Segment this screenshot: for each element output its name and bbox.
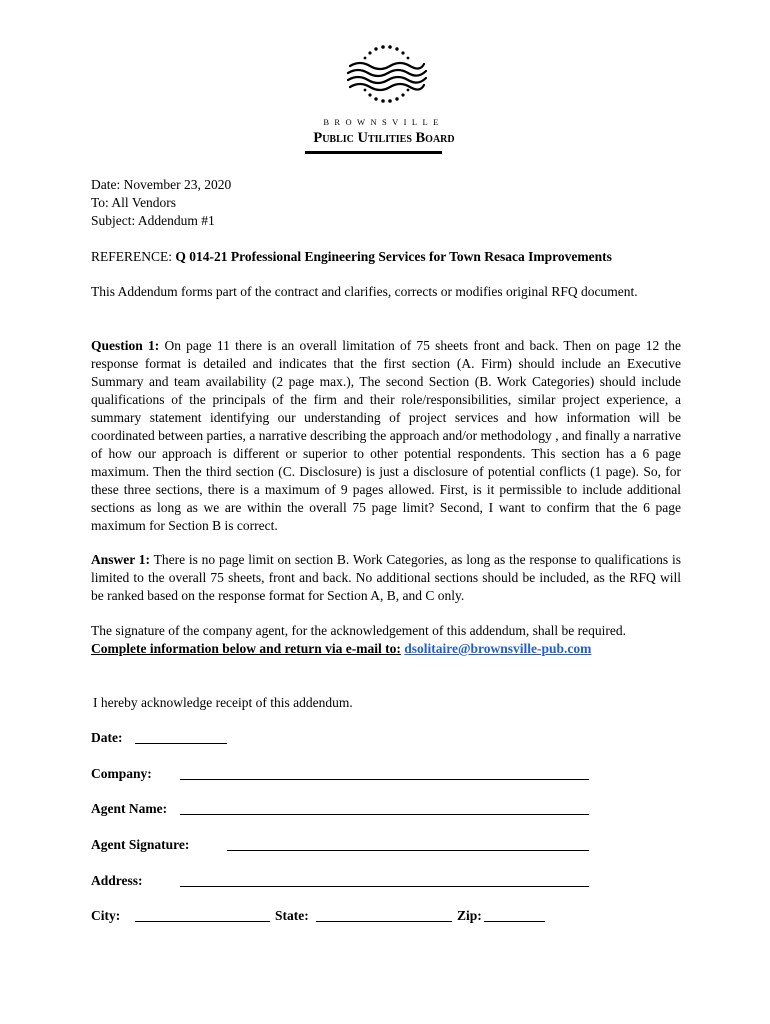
logo-underline <box>305 151 442 154</box>
answer-text: There is no page limit on section B. Work Categories, as long as the response to qualifications is limited to the overall 75 sheets, front and back. No additional sections should be included, as the RFQ will be ranked based on the response format for Section A, B, and C only. <box>91 552 681 603</box>
agent-name-field-label: Agent Name: <box>91 801 168 816</box>
question-paragraph <box>91 337 681 535</box>
logo-emblem <box>330 40 480 120</box>
answer-paragraph <box>91 551 681 605</box>
question-label: Question 1: <box>91 338 160 353</box>
return-instruction: Complete information below and return via e-mail to: <box>91 641 401 656</box>
date-field-label: Date: <box>91 730 123 745</box>
acknowledge-text: I hereby acknowledge receipt of this addendum. <box>93 695 353 710</box>
signature-paragraph <box>91 622 681 658</box>
agent-name-field-line[interactable] <box>180 814 589 815</box>
reference-label: REFERENCE: <box>91 249 176 264</box>
zip-field-label: Zip: <box>457 908 482 923</box>
city-field-label: City: <box>91 908 121 923</box>
city-field-line[interactable] <box>135 921 270 922</box>
state-field-label: State: <box>275 908 309 923</box>
to-line: To: All Vendors <box>91 195 177 210</box>
memo-header <box>91 176 681 230</box>
company-field-label: Company: <box>91 766 152 781</box>
reference-value: Q 014-21 Professional Engineering Services for Town Resaca Improvements <box>175 249 612 264</box>
org-name-main: Public Utilities Board <box>313 130 455 146</box>
date-field-line[interactable] <box>135 743 227 744</box>
intro-paragraph: This Addendum forms part of the contract and clarifies, corrects or modifies original RFQ document. <box>91 284 638 299</box>
zip-field-line[interactable] <box>484 921 545 922</box>
reference-line <box>91 248 681 266</box>
company-field-line[interactable] <box>180 779 589 780</box>
state-field-line[interactable] <box>316 921 452 922</box>
agent-signature-field-line[interactable] <box>227 850 589 851</box>
signature-text: The signature of the company agent, for the acknowledgement of this addendum, shall be required. <box>91 623 626 638</box>
subject-line: Subject: Addendum #1 <box>91 213 215 228</box>
answer-label: Answer 1: <box>91 552 151 567</box>
date-line: Date: November 23, 2020 <box>91 177 232 192</box>
email-link[interactable]: dsolitaire@brownsville-pub.com <box>404 641 592 656</box>
org-name-top: BROWNSVILLE <box>323 117 444 127</box>
question-text: On page 11 there is an overall limitation of 75 sheets front and back. Then on page 12 the response format is detailed and indicates that the first section (A. Firm) should include an Executive Summary and team availability (2 page max.), The second Section (B. Work Categories) should include qualifications of the principals of the firm and their role/responsibilities, similar project experience, a summary statement identifying our understanding of project services and how information will be coordinated between parties, a narrative describing the approach and/or methodology , and finally a narrative of how our approach is different or superior to other potential respondents. This section has a 6 page maximum. Then the third section (C. Disclosure) is just a disclosure of potential conflicts (1 page). So, for these three sections, there is a maximum of 9 pages allowed. First, is it permissible to include additional sections as long as we are within the overall 75 page limit? Second, I want to confirm that the 6 page maximum for Section B is correct. <box>91 338 681 533</box>
address-field-label: Address: <box>91 873 143 888</box>
agent-signature-field-label: Agent Signature: <box>91 837 190 852</box>
address-field-line[interactable] <box>180 886 589 887</box>
